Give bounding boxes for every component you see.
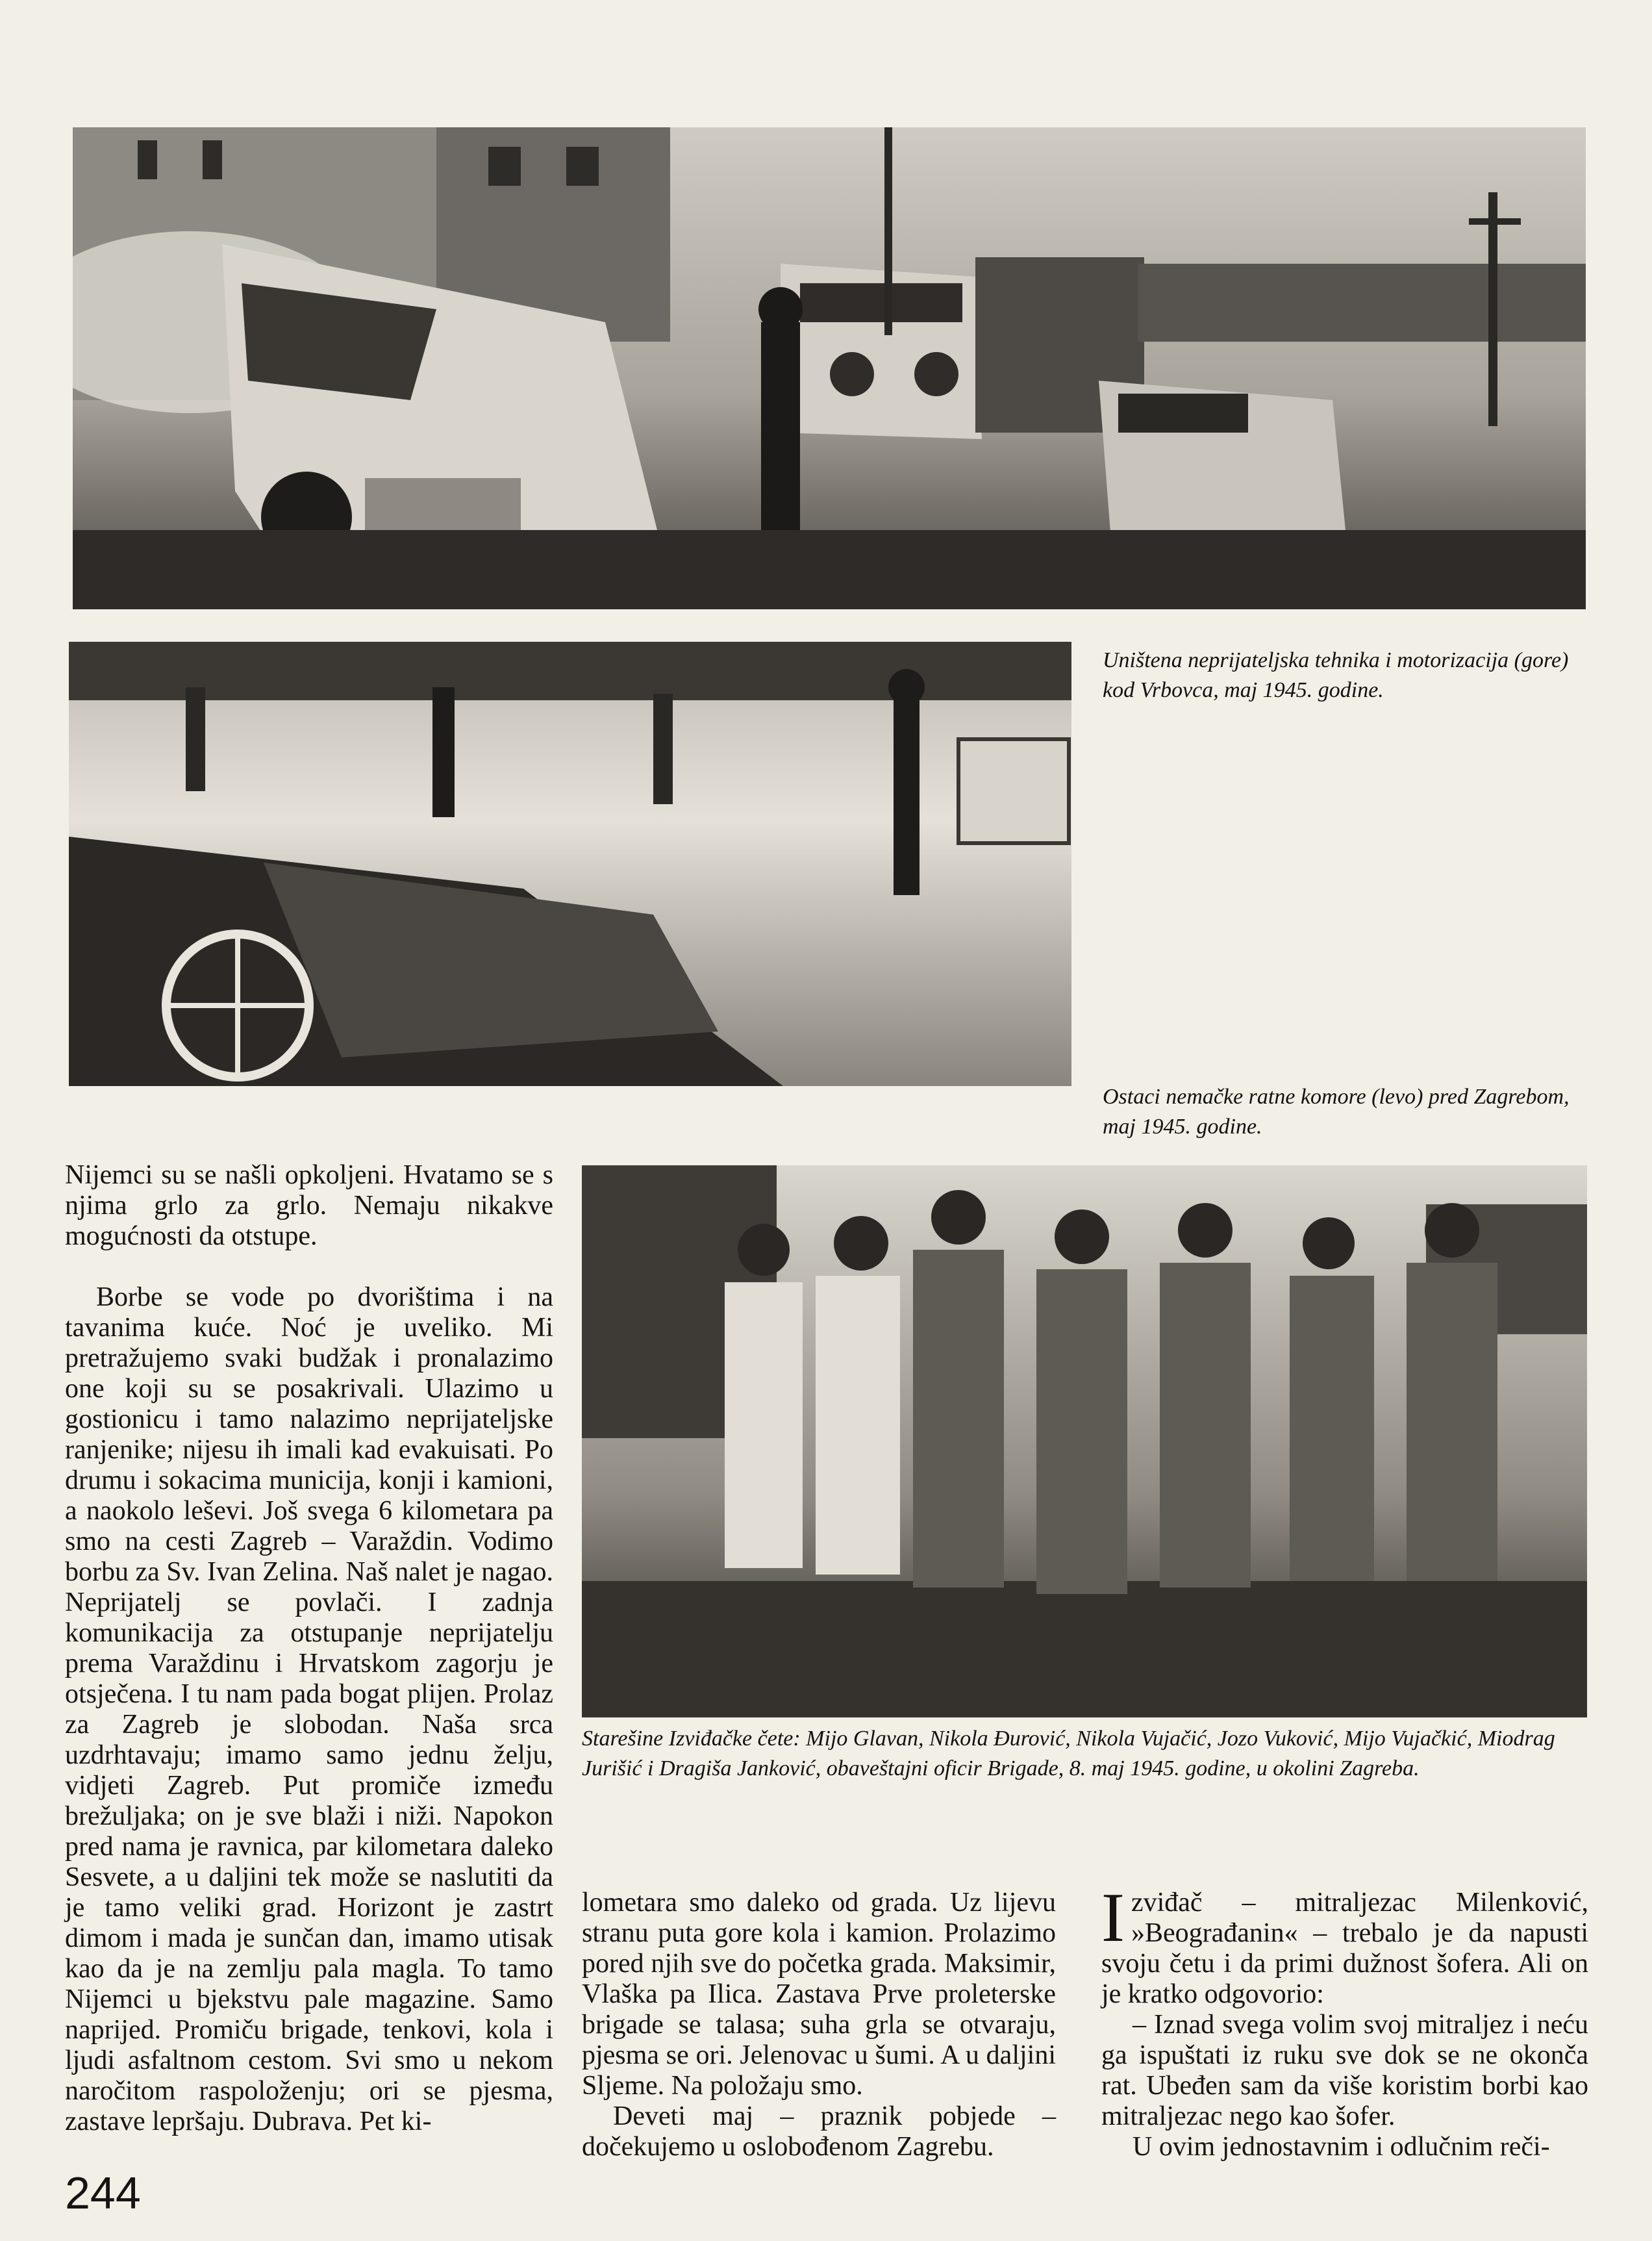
paragraph (1101, 1879, 1588, 2010)
photo-war-train-remains (69, 642, 1071, 1086)
text-column-middle (582, 1888, 1056, 2162)
paragraph: Deveti maj – praznik pobjede – dočekujemo u oslobođenom Zagrebu. (582, 2101, 1056, 2162)
page-number: 244 (65, 2168, 141, 2218)
paragraph: Nijemci su se našli opkoljeni. Hvatamo se s njima grlo za grlo. Nemaju nikakve mogućnosti da otstupe. (65, 1160, 553, 1251)
paragraph: U ovim jednostavnim i odlučnim reči- (1133, 2132, 1550, 2162)
paragraph: Borbe se vode po dvorištima i na tavanima kuće. Noć je uveliko. Mi pretražujemo svaki budžak i pronalazimo one koji su se posakrivali. Ulazimo u gostionicu i tamo nalazimo neprijateljske ranjenike; nijesu ih imali kad evakuisati. Po drumu i sokacima municija, konji i kamioni, a naokolo leševi. Još svega 6 kilometara pa smo na cesti Zagreb – Varaždin. Vodimo borbu za Sv. Ivan Zelina. Naš nalet je nagao. Neprijatelj se povlači. I zadnja komunikacija za otstupanje neprijatelju prema Varaždinu i Hrvatskom zagorju je otsječena. I tu nam pada bogat plijen. Prolaz za Zagreb je slobodan. Naša srca uzdrhtavaju; imamo samo jednu želju, vidjeti Zagreb. Put promiče između brežuljaka; on je sve blaži i niži. Napokon pred nama je ravnica, par kilometara daleko Sesvete, a u daljini tek može se naslutiti da je tamo veliki grad. Horizont je zastrt dimom i mada je sunčan dan, imamo utisak kao da je na zemlju pala magla. To tamo Nijemci u bjekstvu pale magazine. Samo naprijed. Promiču brigade, tenkovi, kola i ljudi asfaltnom cestom. Svi smo u nekom naročitom raspoloženju; ori se pjesma, zastave lepršaju. Dubrava. Pet ki- (65, 1282, 553, 2136)
caption-group-portrait: Starešine Izviđačke čete: Mijo Glavan, Nikola Đurović, Nikola Vujačić, Jozo Vuković, Mijo Vujačkić, Miodrag Jurišić i Dragiša Janković, obaveštajni oficir Brigade, 8. maj 1945. godine, u okolini Zagreba. (582, 1727, 1555, 1780)
photo-group-portrait (582, 1165, 1587, 1717)
photo-destroyed-vehicles (73, 127, 1586, 609)
caption-destroyed-vehicles: Uništena neprijateljska tehnika i motorizacija (gore) kod Vrbovca, maj 1945. godine. (1103, 648, 1569, 702)
text-column-right (1101, 1879, 1588, 2162)
paragraph: – Iznad svega volim svoj mitraljez i neću ga ispuštati iz ruku sve dok se ne okonča rat. Ubeđen sam da više koristim borbi kao mitraljezac nego kao šofer. (1101, 2010, 1588, 2131)
text-column-left (65, 1160, 553, 2137)
drop-cap: I (1101, 1879, 1125, 1956)
paragraph: lometara smo daleko od grada. Uz lijevu stranu puta gore kola i kamion. Prolazimo pored njih sve do početka grada. Maksimir, Vlaška pa Ilica. Zastava Prve proleterske brigade se talasa; suha grla se otvaraju, pjesma se ori. Jelenovac u šumi. A u daljini Sljeme. Na položaju smo. (582, 1888, 1056, 2101)
paragraph-text: zviđač – mitraljezac Milenković, »Beograđanin« – trebalo je da napusti svoju četu i da primi dužnost šofera. Ali on je kratko odgovorio: (1101, 1888, 1588, 2009)
caption-war-train-remains: Ostaci nemačke ratne komore (levo) pred Zagrebom, maj 1945. godine. (1103, 1085, 1570, 1139)
